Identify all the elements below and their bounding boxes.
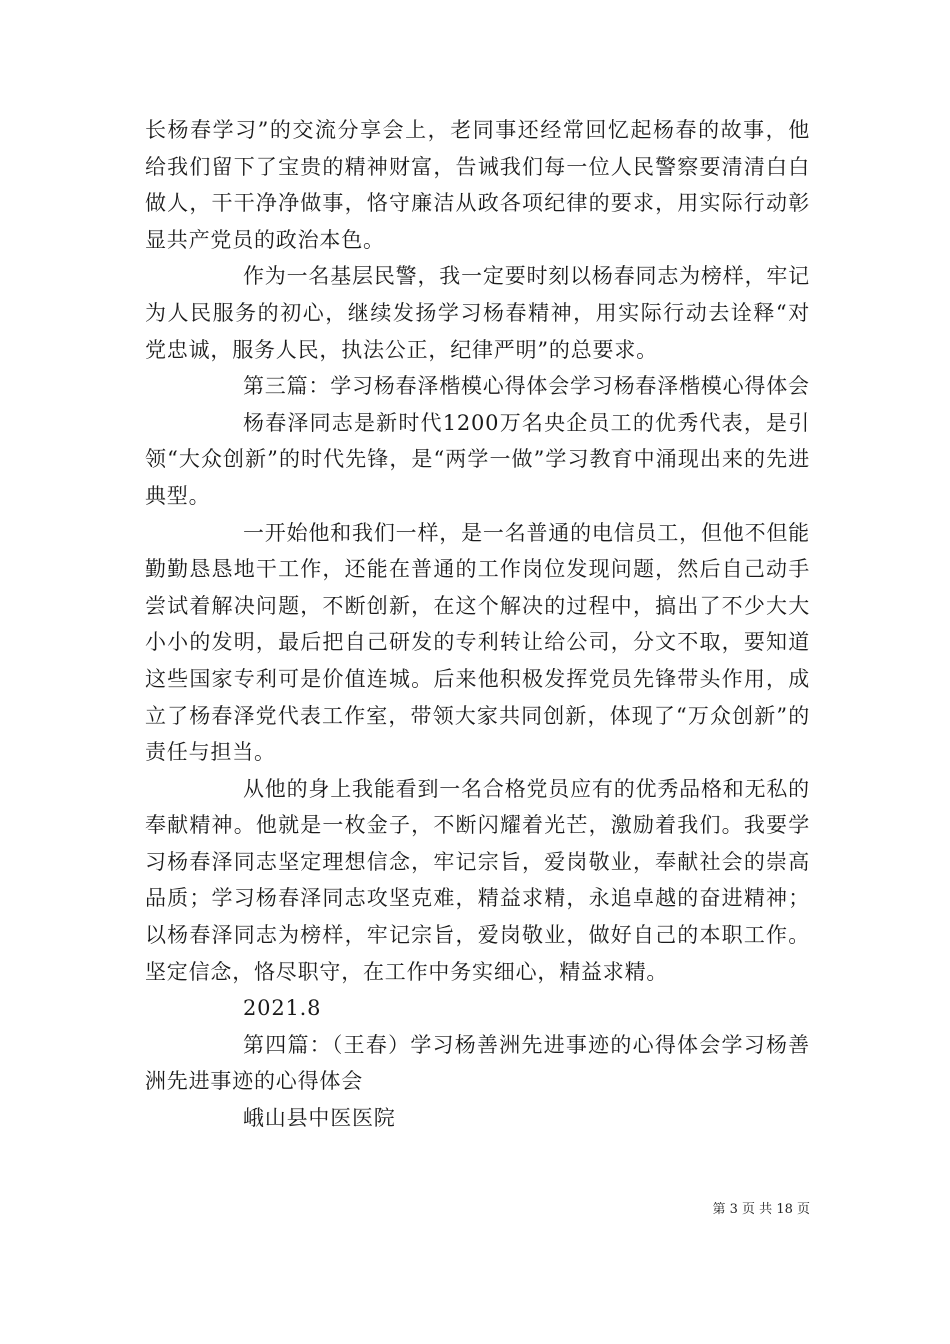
date-line: 2021.8 (243, 996, 322, 1021)
document-body (145, 112, 810, 1137)
paragraph-reflection: 从他的身上我能看到一名合格党员应有的优秀品格和无私的奉献精神。他就是一枚金子，不断闪耀着光芒，激励着我们。我要学习杨春泽同志坚定理想信念，牢记宗旨，爱岗敬业，奉献社会的崇高品质；学习杨春泽同志攻坚克难，精益求精，永追卓越的奋进精神；以杨春泽同志为榜样，牢记宗旨，爱岗敬业，做好自己的本职工作。坚定信念，恪尽职守，在工作中务实细心，精益求精。 (145, 776, 810, 984)
paragraph-introduction: 杨春泽同志是新时代1200万名央企员工的优秀代表，是引领“大众创新”的时代先锋，是“两学一做”学习教育中涌现出来的先进典型。 (145, 410, 810, 508)
section-heading-part-3: 第三篇：学习杨春泽楷模心得体会学习杨春泽楷模心得体会 (243, 374, 810, 399)
paragraph-resolution: 作为一名基层民警，我一定要时刻以杨春同志为榜样，牢记为人民服务的初心，继续发扬学习杨春精神，用实际行动去诠释“对党忠诚，服务人民，执法公正，纪律严明”的总要求。 (145, 264, 810, 362)
section-heading-part-4: 第四篇：（王春）学习杨善洲先进事迹的心得体会学习杨善洲先进事迹的心得体会 (145, 1032, 810, 1094)
paragraph-continuation: 长杨春学习”的交流分享会上，老同事还经常回忆起杨春的故事，他给我们留下了宝贵的精神财富，告诫我们每一位人民警察要清清白白做人，干干净净做事，恪守廉洁从政各项纪律的要求，用实际行动彰显共产党员的政治本色。 (145, 118, 810, 252)
author-organization: 峨山县中医医院 (243, 1106, 396, 1131)
page-number: 第 3 页 共 18 页 (712, 1202, 810, 1217)
paragraph-story: 一开始他和我们一样，是一名普通的电信员工，但他不但能勤勤恳恳地干工作，还能在普通的工作岗位发现问题，然后自己动手尝试着解决问题，不断创新，在这个解决的过程中，搞出了不少大大小小的发明，最后把自己研发的专利转让给公司，分文不取，要知道这些国家专利可是价值连城。后来他积极发挥党员先锋带头作用，成立了杨春泽党代表工作室，带领大家共同创新，体现了“万众创新”的责任与担当。 (145, 520, 810, 765)
